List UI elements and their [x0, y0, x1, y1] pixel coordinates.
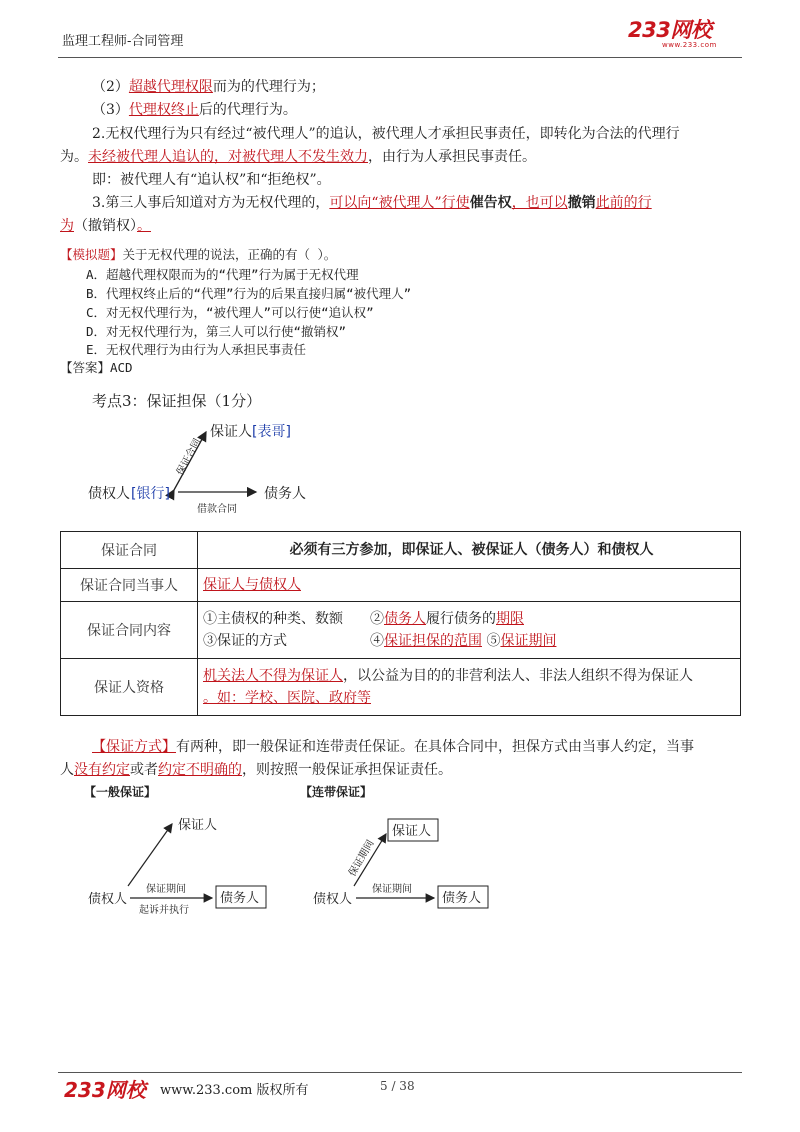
highlight: 未经被代理人追认的，对被代理人不发生效力 — [88, 149, 368, 165]
mode-line-1 — [92, 737, 694, 757]
highlight: 保证期间 — [500, 633, 557, 649]
highlight: 可以向“被代理人”行使 — [329, 195, 470, 211]
text: （3） — [92, 102, 129, 118]
text: （撤销权） — [74, 218, 137, 234]
text: 履行债务的 — [426, 611, 496, 627]
text: ①主债权的种类、数额 — [203, 611, 343, 627]
highlight: ，也可以 — [511, 195, 568, 211]
body-line-1 — [92, 77, 325, 97]
quiz-option: D．对无权代理行为，第三人可以行使“撤销权” — [86, 324, 347, 339]
highlight: 。 — [137, 218, 151, 234]
text: 或者 — [130, 762, 158, 778]
highlight: 为 — [60, 218, 74, 234]
quiz-option: A．超越代理权限而为的“代理”行为属于无权代理 — [86, 267, 359, 282]
body-line-3: 2.无权代理行为只有经过“被代理人”的追认，被代理人才承担民事责任，即转化为合法的代理行 — [92, 126, 680, 142]
header-title: 监理工程师-合同管理 — [62, 34, 184, 49]
mode-tag: 【保证方式】 — [92, 739, 176, 755]
text: 有两种，即一般保证和连带责任保证。在具体合同中，担保方式由当事人约定，当事 — [176, 739, 694, 755]
period-diag-label: 保证期间 — [347, 838, 377, 879]
content-line-1 — [203, 665, 740, 687]
page-number: 5 / 38 — [380, 1079, 415, 1093]
highlight: 保证人与债权人 — [203, 577, 301, 593]
diagram-title: 【连带保证】 — [300, 785, 373, 799]
period-label: 保证期间 — [372, 884, 412, 895]
brand-logo — [628, 20, 748, 54]
table-row — [61, 659, 741, 716]
contract-up-label: 保证合同 — [174, 436, 204, 478]
period-label: 保证期间 — [146, 884, 186, 895]
text: 为。 — [60, 149, 88, 165]
table-row — [61, 602, 741, 659]
highlight: 代理权终止 — [128, 102, 199, 118]
table-value: 必须有三方参加，即保证人、被保证人（债务人）和债权人 — [198, 532, 741, 569]
arrow — [128, 824, 172, 886]
highlight: 超越代理权限 — [128, 79, 213, 95]
text: 催告权 — [469, 195, 512, 211]
highlight: 期限 — [496, 611, 524, 627]
body-line-4 — [60, 147, 536, 167]
text: （2） — [92, 79, 129, 95]
guarantee-table — [60, 531, 741, 716]
text: 撤销 — [567, 195, 596, 211]
general-guarantee-diagram — [80, 782, 290, 922]
table-value — [198, 659, 741, 716]
header-divider — [58, 57, 742, 58]
contract-loan-label: 借款合同 — [197, 504, 237, 515]
content-line-2 — [203, 687, 740, 709]
table-key: 保证合同 — [61, 532, 198, 569]
debtor-label: 债务人 — [264, 486, 306, 502]
content-line-1 — [203, 608, 740, 630]
section-title: 考点3：保证担保（1分） — [92, 392, 262, 410]
body-line-2 — [92, 100, 297, 120]
quiz-tag: 【模拟题】 — [60, 247, 123, 262]
table-value — [198, 602, 741, 659]
highlight: 。如：学校、医院、政府等 — [203, 690, 371, 706]
diagram-title: 【一般保证】 — [84, 785, 157, 799]
table-key: 保证合同内容 — [61, 602, 198, 659]
quiz-option: C．对无权代理行为，“被代理人”可以行使“追认权” — [86, 305, 374, 320]
text: ⑤ — [486, 633, 501, 649]
text: ，由行为人承担民事责任。 — [368, 149, 536, 165]
logo-text: 233网校 — [628, 18, 712, 42]
table-row — [61, 532, 741, 569]
text: 3.第三人事后知道对方为无权代理的， — [92, 195, 330, 211]
highlight: 此前的行 — [595, 195, 652, 211]
quiz-question — [60, 246, 336, 264]
creditor-label: 债权人 — [313, 892, 353, 907]
logo-url: www.233.com — [662, 41, 717, 49]
footer-divider — [58, 1072, 742, 1073]
debtor-label: 债务人 — [442, 891, 482, 906]
text: 而为的代理行为； — [212, 79, 325, 95]
table-row — [61, 569, 741, 602]
highlight: 没有约定 — [74, 762, 130, 778]
text: ，以公益为目的的非营利法人、非法人组织不得为保证人 — [343, 668, 693, 684]
table-key: 保证合同当事人 — [61, 569, 198, 602]
text: ④ — [370, 633, 384, 649]
quiz-option: E．无权代理行为由行为人承担民事责任 — [86, 342, 307, 357]
text: ② — [370, 611, 384, 627]
highlight: 保证担保的范围 — [384, 633, 482, 649]
text: ，则按照一般保证承担保证责任。 — [242, 762, 452, 778]
table-value — [198, 569, 741, 602]
creditor-label: 债权人 — [88, 486, 130, 502]
guarantee-diagram — [60, 414, 320, 524]
body-line-5: 即：被代理人有“追认权”和“拒绝权”。 — [92, 172, 331, 188]
guarantor-label: 保证人 — [178, 818, 218, 833]
highlight: 债务人 — [384, 611, 426, 627]
guarantor-label: 保证人 — [392, 824, 432, 839]
joint-guarantee-diagram — [300, 782, 510, 922]
debtor-label: 债务人 — [220, 891, 260, 906]
sue-label: 起诉并执行 — [139, 905, 189, 916]
guarantor-tag: [表哥] — [252, 424, 291, 440]
footer-copyright: www.233.com 版权所有 — [160, 1083, 309, 1098]
mode-line-2 — [60, 760, 452, 780]
text: 后的代理行为。 — [198, 102, 297, 118]
body-line-7 — [60, 216, 151, 236]
text: 关于无权代理的说法，正确的有（ ）。 — [122, 247, 337, 262]
text: 人 — [60, 762, 74, 778]
highlight: 机关法人不得为保证人 — [203, 668, 343, 684]
content-line-2 — [203, 630, 740, 652]
quiz-option: B．代理权终止后的“代理”行为的后果直接归属“被代理人” — [86, 286, 412, 301]
guarantor-label: 保证人 — [210, 424, 252, 440]
table-key: 保证人资格 — [61, 659, 198, 716]
highlight: 约定不明确的 — [158, 762, 242, 778]
text: ③保证的方式 — [203, 633, 287, 649]
body-line-6 — [92, 193, 652, 213]
footer-logo: 233网校 — [64, 1078, 146, 1102]
creditor-label: 债权人 — [88, 892, 128, 907]
quiz-answer: 【答案】ACD — [60, 360, 133, 375]
creditor-tag: [银行] — [131, 486, 170, 502]
